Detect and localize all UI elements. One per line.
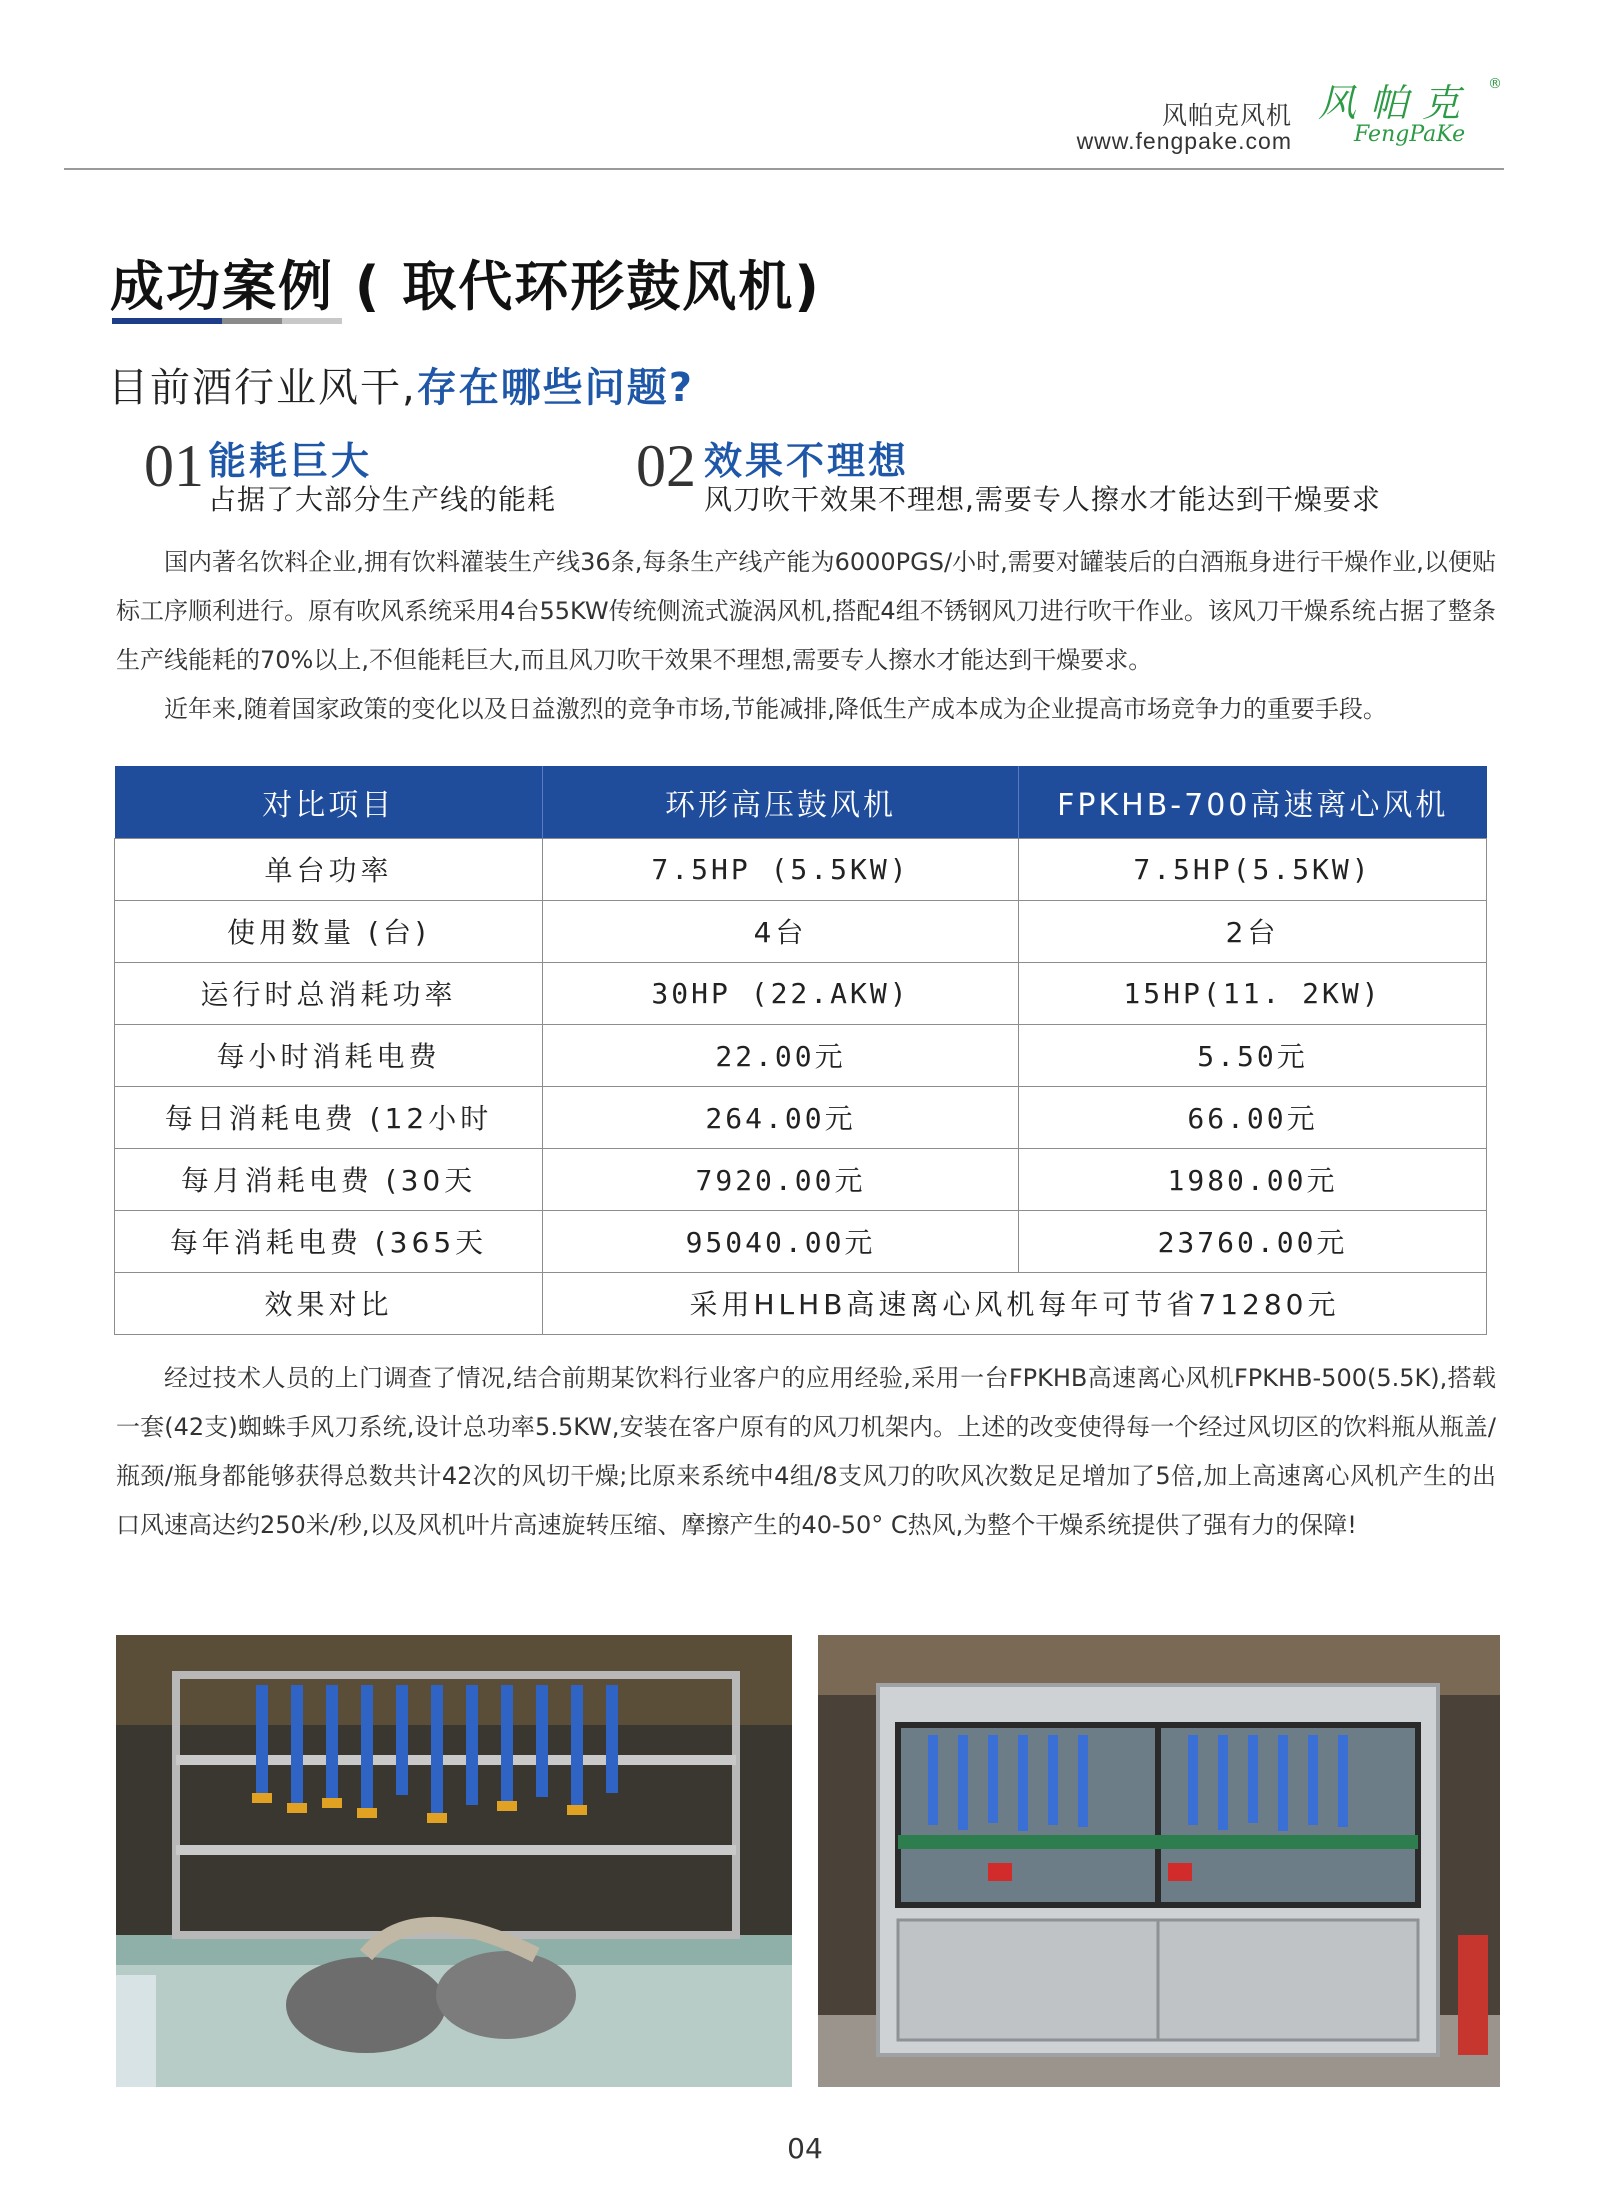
page-title: 成功案例 ( 取代环形鼓风机): [110, 255, 821, 318]
table-cell: 4台: [543, 900, 1019, 962]
problem-item: [144, 428, 614, 518]
table-cell: 7.5HP (5.5KW): [543, 838, 1019, 900]
table-header-row: [115, 766, 1487, 838]
logo-en-text: FengPaKe: [1354, 122, 1466, 147]
summary-label: 效果对比: [115, 1272, 543, 1334]
table-cell: 7.5HP(5.5KW): [1019, 838, 1487, 900]
company-logo: [1318, 72, 1508, 162]
table-cell: 运行时总消耗功率: [115, 962, 543, 1024]
header-divider: [64, 168, 1504, 170]
table-cell: 每小时消耗电费: [115, 1024, 543, 1086]
column-header: 对比项目: [115, 766, 543, 838]
page-header: [0, 0, 1610, 172]
result-text: [116, 1354, 1496, 1550]
intro-paragraph: 近年来,随着国家政策的变化以及日益激烈的竞争市场,节能减排,降低生产成本成为企业提高市场竞争力的重要手段。: [164, 695, 1387, 723]
title-underline: [112, 318, 342, 324]
intro-paragraph: 国内著名饮料企业,拥有饮料灌装生产线36条,每条生产线产能为6000PGS/小时,需要对罐装后的白酒瓶身进行干燥作业,以便贴标工序顺利进行。原有吹风系统采用4台55KW传统侧流式漩涡风机,搭配4组不锈钢风刀进行吹干作业。该风刀干燥系统占据了整条生产线能耗的70%以上,不但能耗巨大,而且风刀吹干效果不理想,需要专人擦水才能达到干燥要求。: [116, 548, 1496, 674]
table-cell: 66.00元: [1019, 1086, 1487, 1148]
table-row: [115, 1024, 1487, 1086]
table-cell: 22.00元: [543, 1024, 1019, 1086]
problem-description: 风刀吹干效果不理想,需要专人擦水才能达到干燥要求: [704, 483, 1381, 516]
page-number: 04: [787, 2132, 823, 2165]
table-row: [115, 1086, 1487, 1148]
intro-text: [116, 538, 1496, 734]
table-row: [115, 900, 1487, 962]
subtitle-accent: 存在哪些问题?: [416, 365, 694, 411]
table-cell: 每年消耗电费 (365天: [115, 1210, 543, 1272]
table-cell: 使用数量 (台): [115, 900, 543, 962]
company-name: 风帕克风机: [1161, 101, 1292, 130]
table-summary-row: [115, 1272, 1487, 1334]
table-cell: 23760.00元: [1019, 1210, 1487, 1272]
table-cell: 7920.00元: [543, 1148, 1019, 1210]
result-paragraph: 经过技术人员的上门调查了情况,结合前期某饮料行业客户的应用经验,采用一台FPKHB高速离心风机FPKHB-500(5.5K),搭载一套(42支)蜘蛛手风刀系统,设计总功率5.5KW,安装在客户原有的风刀机架内。上述的改变使得每一个经过风切区的饮料瓶从瓶盖/瓶颈/瓶身都能够获得总数共计42次的风切干燥;比原来系统中4组/8支风刀的吹风次数足足增加了5倍,加上高速离心风机产生的出口风速高达约250米/秒,以及风机叶片高速旋转压缩、摩擦产生的40-50° C热风,为整个干燥系统提供了强有力的保障!: [116, 1364, 1496, 1539]
section-subtitle: [108, 356, 694, 413]
table-cell: 每月消耗电费 (30天: [115, 1148, 543, 1210]
table-row: [115, 1148, 1487, 1210]
problem-heading: 能耗巨大: [208, 439, 373, 483]
subtitle-plain: 目前酒行业风干,: [108, 365, 417, 411]
table-cell: 264.00元: [543, 1086, 1019, 1148]
table-row: [115, 1210, 1487, 1272]
problem-heading: 效果不理想: [704, 439, 910, 483]
table-cell: 30HP (22.AKW): [543, 962, 1019, 1024]
production-line-photo: [116, 1635, 792, 2087]
problem-number: 01: [144, 433, 204, 499]
summary-value: 采用HLHB高速离心风机每年可节省71280元: [543, 1272, 1487, 1334]
table-cell: 每日消耗电费 (12小时: [115, 1086, 543, 1148]
table-cell: 15HP(11. 2KW): [1019, 962, 1487, 1024]
drying-machine-photo: [818, 1635, 1500, 2087]
table-cell: 95040.00元: [543, 1210, 1019, 1272]
column-header: FPKHB-700高速离心风机: [1019, 766, 1487, 838]
problem-number: 02: [636, 433, 696, 499]
problem-description: 占据了大部分生产线的能耗: [208, 483, 557, 516]
problem-item: [636, 428, 1476, 518]
table-cell: 单台功率: [115, 838, 543, 900]
company-website[interactable]: www.fengpake.com: [1076, 128, 1292, 154]
table-row: [115, 962, 1487, 1024]
table-row: [115, 838, 1487, 900]
column-header: 环形高压鼓风机: [543, 766, 1019, 838]
comparison-table: [114, 766, 1486, 1335]
table-cell: 2台: [1019, 900, 1487, 962]
table-cell: 1980.00元: [1019, 1148, 1487, 1210]
table-cell: 5.50元: [1019, 1024, 1487, 1086]
logo-cn-text: 风帕克: [1318, 81, 1475, 125]
logo-registered-mark: ®: [1488, 76, 1502, 92]
